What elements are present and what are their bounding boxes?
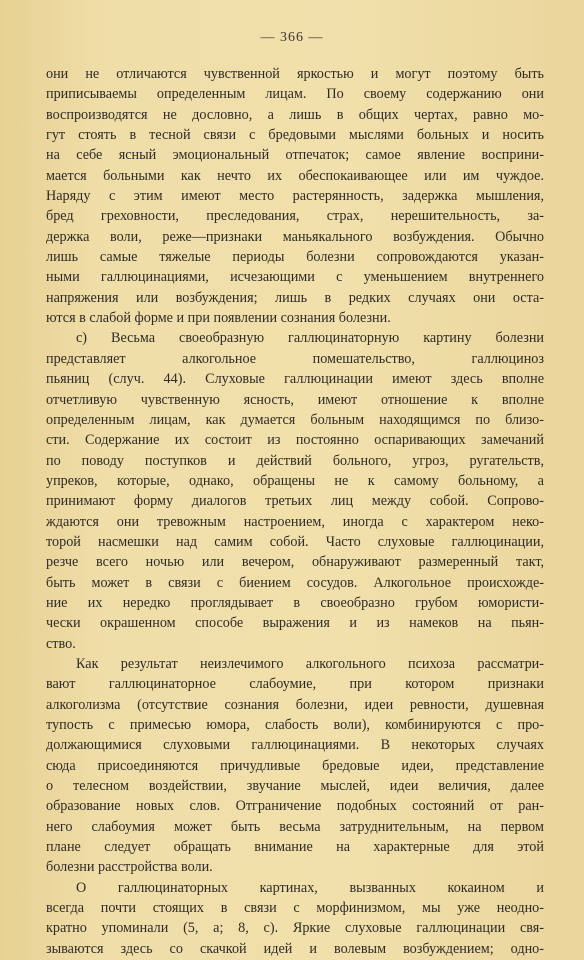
text-line: пьяниц (случ. 44). Слуховые галлюцинации имеют здесь вполне	[46, 371, 544, 388]
text-line: напряжения или возбуждения; лишь в редких случаях они оста-	[46, 289, 544, 306]
text-line: сюда присоединяются причудливые бредовые идеи, представление	[46, 757, 544, 774]
text-line: торой насмешки над самим собой. Часто слуховые галлюцинации,	[46, 533, 544, 550]
text-line: приписываемы определенным лицам. По своему содержанию они	[46, 86, 544, 103]
text-line: принимают форму диалогов третьих лиц между собой. Сопрово-	[46, 493, 544, 510]
text-line: образование новых слов. Отграничение подобных состояний от ран-	[46, 798, 544, 815]
text-line: кратно упоминали (5, a; 8, c). Яркие слуховые галлюцинации свя-	[46, 920, 544, 937]
text-line: представляет алкогольное помешательство, галлюциноз	[46, 350, 544, 367]
text-line: быть может в связи с биением сосудов. Алкогольное происхожде-	[46, 574, 544, 591]
text-line: на себе ясный эмоциональный отпечаток; самое явление восприни-	[46, 147, 544, 164]
text-line: лишь самые тяжелые периоды болезни сопровождаются указан-	[46, 249, 544, 266]
text-line: держка воли, реже—признаки маньякального возбуждения. Обычно	[46, 228, 544, 245]
text-line: сти. Содержание их состоит из постоянно оспаривающих замечаний	[46, 432, 544, 449]
text-line: всегда почти стоящих в связи с морфинизмом, мы уже неодно-	[46, 900, 544, 917]
paragraph-4	[46, 878, 544, 959]
text-line: чески окрашенном способе выражения и из намеков на пьян-	[46, 615, 544, 632]
text-line: ство.	[46, 635, 76, 652]
text-line: вают галлюцинаторное слабоумие, при котором признаки	[46, 676, 544, 693]
page-number: — 366 —	[260, 30, 324, 45]
text-line: они не отличаются чувственной яркостью и могут поэтому быть	[46, 66, 544, 82]
text-line: О галлюцинаторных картинах, вызванных кокаином и	[76, 879, 544, 896]
text-line: болезни расстройства воли.	[46, 859, 213, 876]
text-line: мается больными как нечто их обеспокаивающее или им чуждое.	[46, 167, 544, 184]
text-line: алкоголизма (отсутствие сознания болезни, идеи ревности, душевная	[46, 696, 544, 713]
text-line: резче всего ночью или вечером, обнаруживают размеренный такт,	[46, 554, 544, 571]
text-line: плане следует обращать внимание на характерные для этой	[46, 839, 544, 856]
text-line: бред греховности, преследования, страх, нерешительность, за-	[46, 208, 544, 225]
text-line: ждаются они тревожным настроением, иногда с характером неко-	[46, 513, 544, 530]
paragraph-2	[46, 328, 544, 654]
paragraph-3	[46, 654, 544, 878]
text-line: по поводу поступков и действий больного, угроз, ругательств,	[46, 452, 544, 469]
text-line: ние их нередко проглядывает в своеобразно грубом юмористи-	[46, 594, 544, 611]
text-line: ными галлюцинациями, исчезающими с уменьшением внутреннего	[46, 269, 544, 286]
text-line: ются в слабой форме и при появлении сознания болезни.	[46, 310, 391, 327]
text-line: определенным лицам, как думается больным находящимся по близо-	[46, 411, 544, 428]
text-line: Наряду с этим имеют место растерянность, задержка мышления,	[46, 188, 544, 205]
text-line: тупость с примесью юмора, слабость воли), комбинируются с про-	[46, 717, 544, 733]
text-line: упреков, которые, однако, обращены не к самому больному, а	[46, 472, 544, 489]
text-line: должающимися слуховыми галлюцинациями. В некоторых случаях	[46, 737, 544, 754]
text-line: воспроизводятся не дословно, а лишь в общих чертах, равно мо-	[46, 106, 544, 123]
text-line: c) Весьма своеобразную галлюцинаторную картину болезни	[76, 330, 544, 347]
paragraph-1	[46, 64, 544, 328]
text-line: отчетливую чувственную ясность, имеют отношение к вполне	[46, 391, 544, 408]
text-line: гут стоять в тесной связи с бредовыми мыслями больных и носить	[46, 127, 544, 144]
text-line: него слабоумия может быть весьма затруднительным, на первом	[46, 818, 544, 835]
text-line: Как результат неизлечимого алкогольного психоза рассматри-	[76, 655, 544, 672]
text-line: о телесном воздействии, звучание мыслей, идеи величия, далее	[46, 778, 544, 795]
text-line: зываются здесь со скачкой идей и волевым возбуждением; одно-	[46, 940, 544, 957]
body-text	[46, 64, 544, 959]
